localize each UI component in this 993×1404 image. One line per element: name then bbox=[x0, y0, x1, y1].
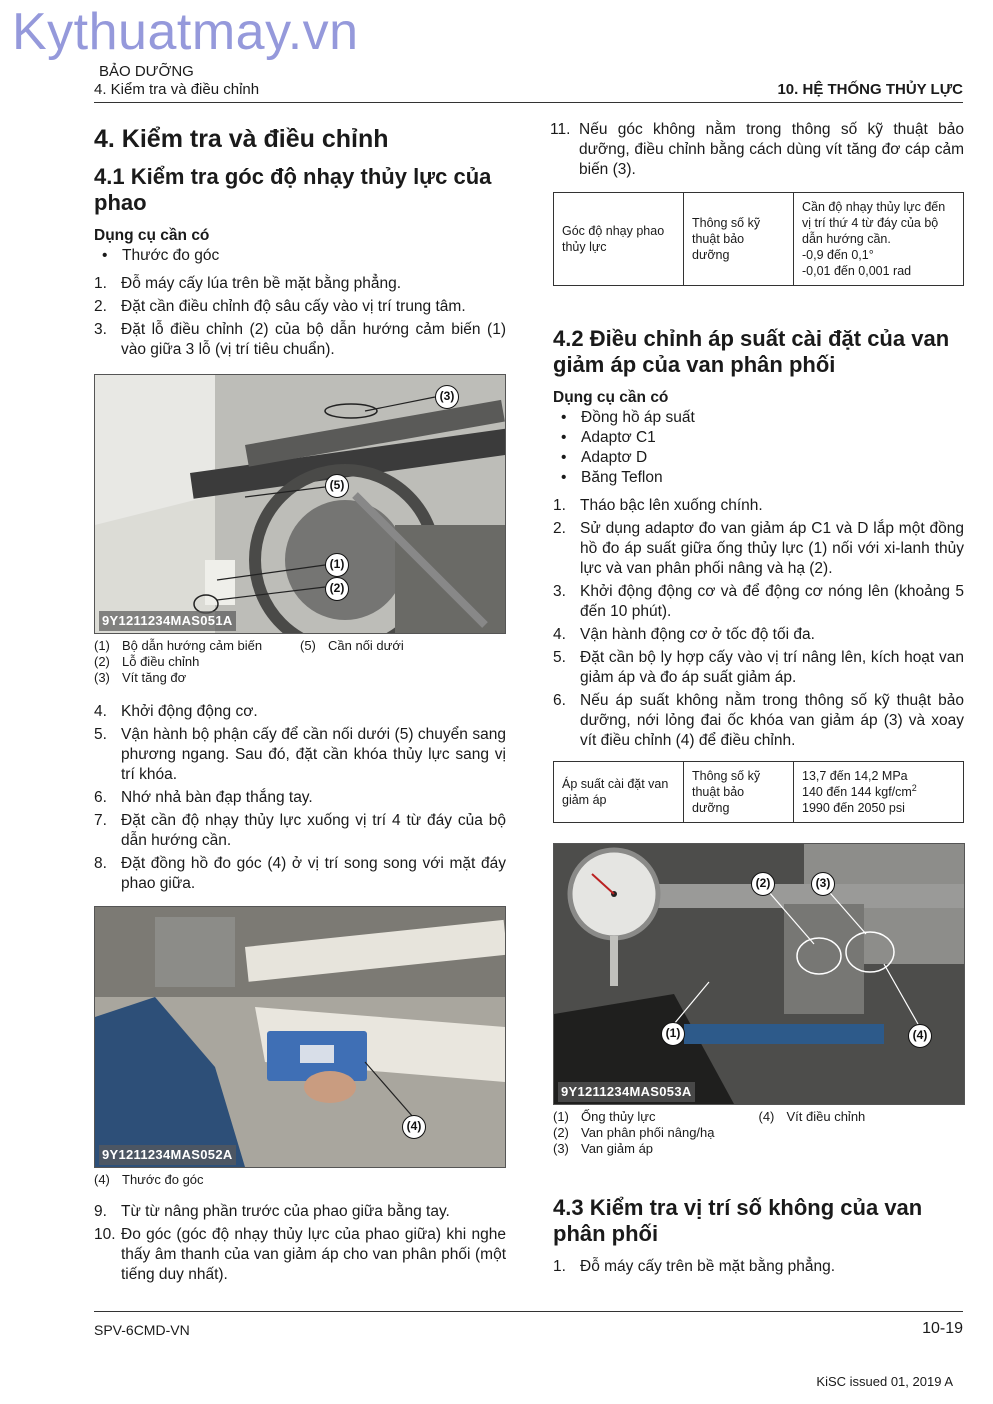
steps-list bbox=[94, 1202, 506, 1285]
step-item: 6. Nếu áp suất không nằm trong thông số kỹ thuật bảo dưỡng, nới lỏng đai ốc khóa van giảm áp (3) và xoay vít điều chỉnh (4) để điều chỉnh. bbox=[553, 692, 964, 749]
section-4-3-heading: 4.3 Kiểm tra vị trí số không của van phân phối bbox=[553, 1195, 923, 1246]
spec-table-pressure bbox=[553, 761, 964, 823]
header-section: BẢO DƯỠNG bbox=[99, 63, 194, 80]
callout-3: (3) bbox=[811, 872, 835, 896]
header-subsection: 4. Kiểm tra và điều chỉnh bbox=[94, 81, 260, 98]
steps-list bbox=[553, 1257, 964, 1277]
steps-list bbox=[550, 120, 964, 180]
tool-item: • Adaptơ D bbox=[553, 448, 964, 468]
spec-value: Cần độ nhạy thủy lực đến vị trí thứ 4 từ đáy của bộ dẫn hướng cần. -0,9 đến 0,1° -0,01 đến 0,001 rad bbox=[794, 193, 964, 286]
page-title: 4. Kiểm tra và điều chỉnh bbox=[94, 125, 389, 153]
step-item: 9. Từ từ nâng phần trước của phao giữa bằng tay. bbox=[94, 1203, 450, 1220]
section-4-2-heading: 4.2 Điều chỉnh áp suất cài đặt của van giảm áp của van phân phối bbox=[553, 326, 950, 377]
footer-doc-code: SPV-6CMD-VN bbox=[94, 1322, 190, 1338]
steps-list bbox=[94, 702, 506, 894]
step-item: 5. Vận hành bộ phận cấy để cần nối dưới (5) chuyển sang phương ngang. Sau đó, đặt cần khóa thủy lực sang vị trí khóa. bbox=[94, 726, 506, 783]
steps-list bbox=[553, 496, 964, 751]
steps-list bbox=[94, 274, 506, 360]
photo-legend: (4) Thước đo góc bbox=[94, 1172, 204, 1187]
callout-4: (4) bbox=[402, 1115, 426, 1139]
tool-item: • Đồng hồ áp suất bbox=[553, 408, 964, 428]
footer-issued: KiSC issued 01, 2019 A bbox=[816, 1374, 953, 1389]
step-item: 4. Khởi động động cơ. bbox=[94, 703, 258, 720]
tool-item: • Thước đo góc bbox=[94, 246, 506, 266]
step-item: 4. Vận hành động cơ ở tốc độ tối đa. bbox=[553, 626, 815, 643]
tools-list bbox=[94, 246, 506, 266]
step-item: 11. Nếu góc không nằm trong thông số kỹ thuật bảo dưỡng, điều chỉnh bằng cách dùng vít tăng đơ cáp cảm biến (3). bbox=[550, 121, 964, 178]
callout-2: (2) bbox=[751, 872, 775, 896]
footer-rule bbox=[94, 1311, 963, 1312]
right-column bbox=[550, 120, 964, 1280]
photo-sensor-guide bbox=[94, 374, 506, 634]
callout-1: (1) bbox=[661, 1022, 685, 1046]
step-item: 3. Đặt lỗ điều chỉnh (2) của bộ dẫn hướng cảm biến (1) vào giữa 3 lỗ (vị trí tiêu chuẩn). bbox=[94, 321, 506, 358]
photo-pressure-gauge bbox=[553, 843, 965, 1105]
photo-code: 9Y1211234MAS051A bbox=[99, 611, 236, 631]
step-item: 5. Đặt cần bộ ly hợp cấy vào vị trí nâng lên, kích hoạt van giảm áp và đo áp suất giảm áp. bbox=[553, 649, 964, 686]
photo-sensor-guide-illustration bbox=[95, 375, 505, 633]
left-column bbox=[94, 120, 506, 1288]
tools-list bbox=[553, 408, 964, 488]
section-4-1-heading: 4.1 Kiểm tra góc độ nhạy thủy lực của phao bbox=[94, 164, 492, 215]
step-item: 3. Khởi động động cơ và để động cơ nóng lên (khoảng 5 đến 10 phút). bbox=[553, 583, 964, 620]
step-item: 2. Đặt cần điều chỉnh độ sâu cấy vào vị trí trung tâm. bbox=[94, 298, 466, 315]
callout-2: (2) bbox=[325, 577, 349, 601]
step-item: 8. Đặt đồng hồ đo góc (4) ở vị trí song song với mặt đáy phao giữa. bbox=[94, 855, 506, 892]
tools-heading: Dụng cụ cần có bbox=[553, 389, 669, 406]
photo-code: 9Y1211234MAS053A bbox=[558, 1082, 695, 1102]
callout-4: (4) bbox=[908, 1024, 932, 1048]
step-item: 1. Tháo bậc lên xuống chính. bbox=[553, 497, 763, 514]
footer-page-number: 10-19 bbox=[922, 1320, 963, 1337]
photo-code: 9Y1211234MAS052A bbox=[99, 1145, 236, 1165]
photo-angle-gauge bbox=[94, 906, 506, 1168]
spec-label: Góc độ nhạy phao thủy lực bbox=[554, 193, 684, 286]
callout-5: (5) bbox=[325, 474, 349, 498]
step-item: 6. Nhớ nhả bàn đạp thắng tay. bbox=[94, 789, 313, 806]
step-item: 10. Đo góc (góc độ nhạy thủy lực của phao giữa) khi nghe thấy âm thanh của van giảm áp cho van phân phối (một tiếng duy nhất). bbox=[94, 1226, 506, 1283]
spec-label: Áp suất cài đặt van giảm áp bbox=[554, 762, 684, 823]
photo-legend: (1) Bộ dẫn hướng cảm biến (5) Cần nối dưới (2) Lỗ điều chỉnh (3) Vít tăng đơ bbox=[94, 638, 404, 685]
tool-item: • Băng Teflon bbox=[553, 468, 964, 488]
spec-table-sensitivity bbox=[553, 192, 964, 286]
spec-type: Thông số kỹ thuật bảo dưỡng bbox=[684, 762, 794, 823]
step-item: 7. Đặt cần độ nhạy thủy lực xuống vị trí 4 từ đáy của bộ dẫn hướng cần. bbox=[94, 812, 506, 849]
header-chapter: 10. HỆ THỐNG THỦY LỰC bbox=[777, 81, 963, 98]
spec-value: 13,7 đến 14,2 MPa 140 đến 144 kgf/$cm^2$ 1990 đến 2050 psi bbox=[794, 762, 964, 823]
step-item: 1. Đỗ máy cấy lúa trên bề mặt bằng phẳng. bbox=[94, 275, 402, 292]
callout-3: (3) bbox=[435, 385, 459, 409]
header-rule bbox=[94, 102, 963, 103]
photo-legend: (1) Ống thủy lực (4) Vít điều chỉnh (2) Van phân phối nâng/hạ (3) Van giảm áp bbox=[553, 1109, 866, 1156]
step-item: 2. Sử dụng adaptơ đo van giảm áp C1 và D lắp một đồng hồ đo áp suất giữa ống thủy lực (1) nối với xi-lanh thủy lực và van phân phối nâng và hạ (2). bbox=[553, 520, 964, 577]
watermark: Kythuatmay.vn bbox=[12, 3, 359, 61]
tool-item: • Adaptơ C1 bbox=[553, 428, 964, 448]
spec-type: Thông số kỹ thuật bảo dưỡng bbox=[684, 193, 794, 286]
tools-heading: Dụng cụ cần có bbox=[94, 227, 210, 244]
step-item: 1. Đỗ máy cấy trên bề mặt bằng phẳng. bbox=[553, 1258, 836, 1275]
photo-angle-gauge-illustration bbox=[95, 907, 505, 1167]
callout-1: (1) bbox=[325, 553, 349, 577]
